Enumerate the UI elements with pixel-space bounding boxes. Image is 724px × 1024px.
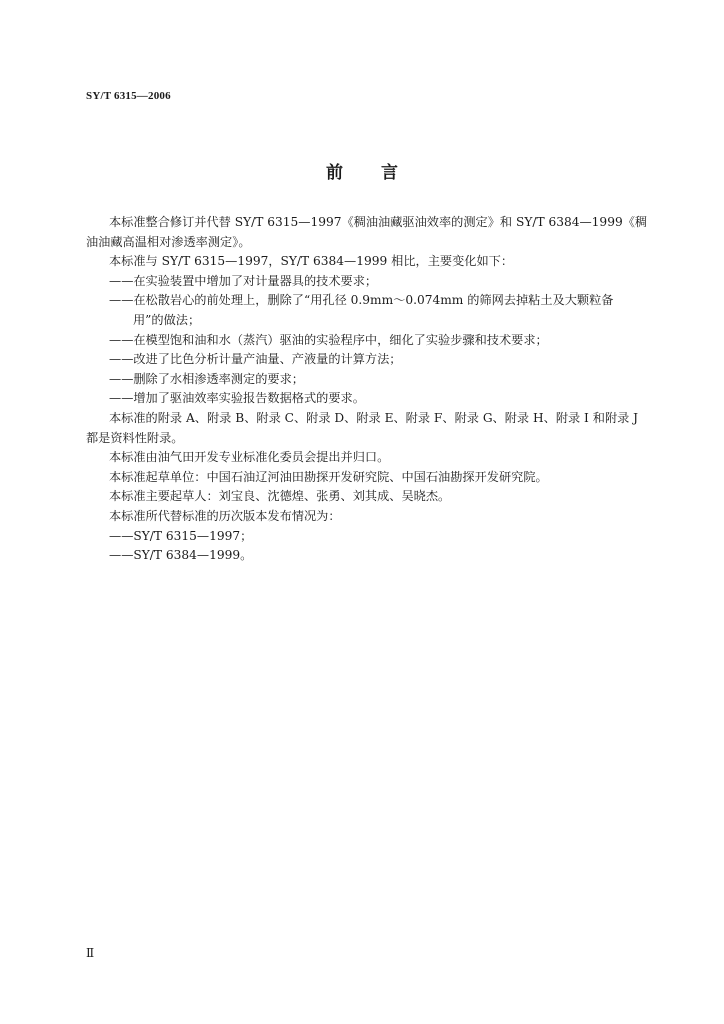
history-intro: 本标准所代替标准的历次版本发布情况为： — [109, 508, 341, 523]
drafters-paragraph: 本标准主要起草人：刘宝良、沈德煌、张勇、刘其成、吴晓杰。 — [109, 489, 451, 504]
history-item: ——SY/T 6315—1997； — [109, 528, 253, 543]
appendix-paragraph: 本标准的附录 A、附录 B、附录 C、附录 D、附录 E、附录 F、附录 G、附录 H、附录 I 和附录 J 都是资料性附录。 — [86, 410, 639, 445]
change-item: ——在实验装置中增加了对计量器具的技术要求； — [109, 273, 378, 288]
change-item: ——增加了驱油效率实验报告数据格式的要求。 — [109, 391, 365, 406]
changes-intro: 本标准与 SY/T 6315—1997，SY/T 6384—1999 相比，主要变化如下： — [109, 254, 514, 269]
document-body — [86, 213, 650, 566]
standard-code-header: SY/T 6315—2006 — [86, 90, 171, 102]
change-item-continuation: 用”的做法； — [133, 312, 201, 327]
proposer-paragraph: 本标准由油气田开发专业标准化委员会提出并归口。 — [109, 450, 390, 465]
intro-paragraph: 本标准整合修订并代替 SY/T 6315—1997《稠油油藏驱油效率的测定》和 SY/T 6384—1999《稠油油藏高温相对渗透率测定》。 — [86, 215, 648, 249]
change-item: ——删除了水相渗透率测定的要求； — [109, 371, 304, 386]
change-item: ——在松散岩心的前处理上，删除了“用孔径 0.9mm～0.074mm 的筛网去掉粘土及大颗粒备 — [109, 293, 614, 308]
drafting-unit-paragraph: 本标准起草单位：中国石油辽河油田勘探开发研究院、中国石油勘探开发研究院。 — [109, 469, 548, 484]
page-title: 前言 — [326, 163, 436, 183]
history-item: ——SY/T 6384—1999。 — [109, 548, 253, 563]
change-item: ——在模型饱和油和水（蒸汽）驱油的实验程序中，细化了实验步骤和技术要求； — [109, 332, 548, 347]
change-item: ——改进了比色分析计量产油量、产液量的计算方法； — [109, 352, 402, 367]
page-number: Ⅱ — [86, 946, 95, 960]
